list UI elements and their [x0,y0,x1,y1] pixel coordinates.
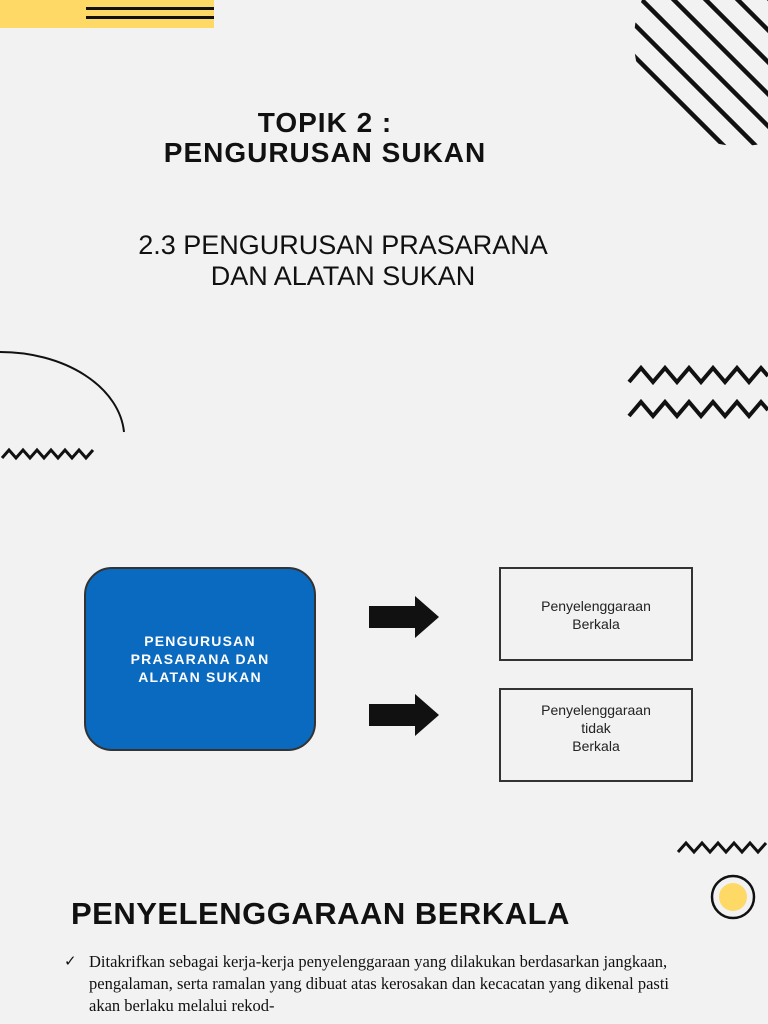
topic-line-2: PENGURUSAN SUKAN [163,137,487,168]
circle-dot-decoration [709,873,757,921]
subtopic-line-2: DAN ALATAN SUKAN [210,261,476,291]
box2-line3: Berkala [572,738,620,754]
box-penyelenggaraan-berkala [499,567,693,661]
bullet-item [64,951,674,1017]
arrow-right-icon [367,692,443,738]
box-penyelenggaraan-tidak-berkala [499,688,693,782]
zigzag-bottom-decoration [676,834,768,858]
topic-line-1: TOPIK 2 : [257,107,393,138]
zigzag-right-decoration [626,360,768,424]
section-title: PENYELENGGARAAN BERKALA [71,896,570,931]
zigzag-left-decoration [0,440,96,464]
box1-line2: Berkala [572,616,620,632]
box1-line1: Penyelenggaraan [541,598,651,614]
arc-decoration [0,340,130,440]
main-topic-box: PENGURUSAN PRASARANA DAN ALATAN SUKAN [84,567,316,751]
subtopic-title [0,230,686,292]
page-title [0,108,650,168]
arrow-right-icon [367,594,443,640]
box2-line1: Penyelenggaraan [541,702,651,718]
checkmark-icon: ✓ [64,954,77,970]
decorative-bar [0,0,216,30]
bullet-text: Ditakrifkan sebagai kerja-kerja penyelenggaraan yang dilakukan berdasarkan jangkaan, pengalaman, serta ramalan yang dibuat atas kerosakan dan kecacatan yang dikenal pasti akan berlaku melalui rekod- [89,952,669,1015]
box2-line2: tidak [581,720,611,736]
subtopic-line-1: 2.3 PENGURUSAN PRASARANA [138,230,548,260]
